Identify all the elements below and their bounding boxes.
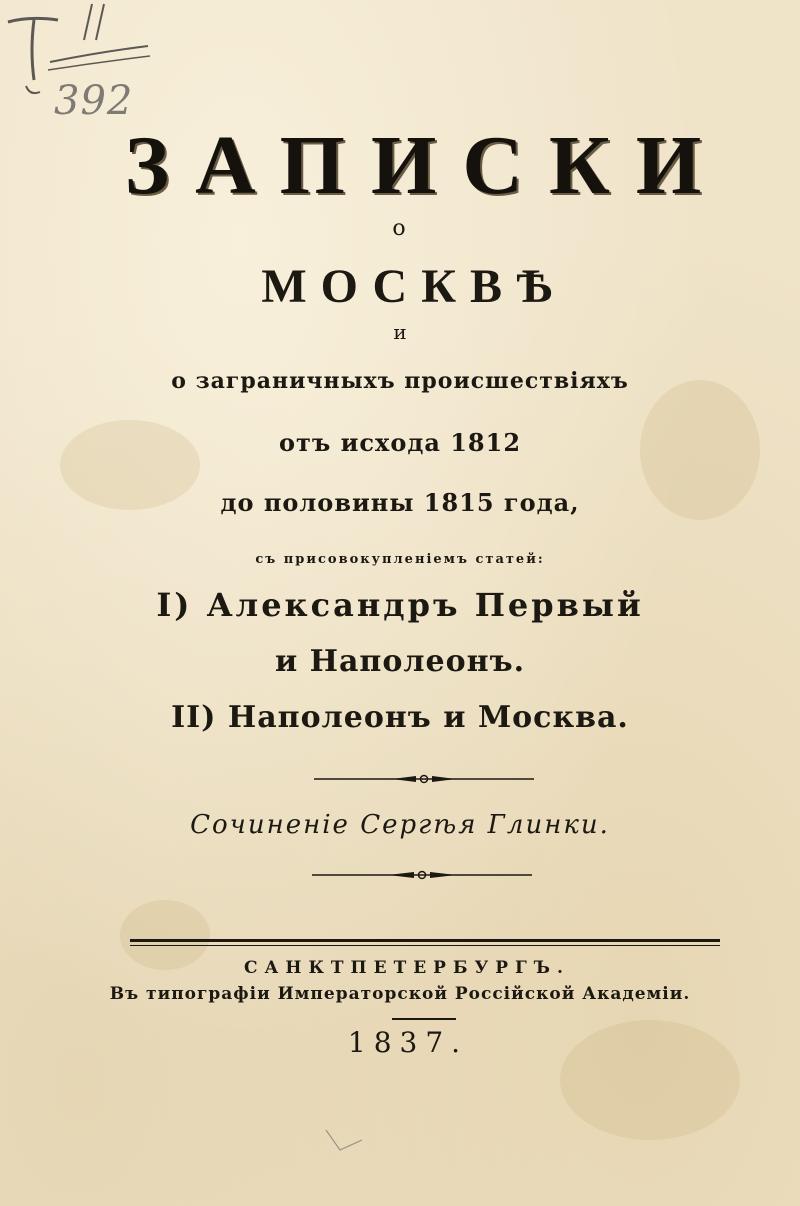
pencil-mark — [322, 1126, 372, 1156]
ornamental-divider — [314, 772, 534, 786]
imprint-city: САНКТПЕТЕРБУРГЪ. — [244, 958, 570, 978]
subtitle-foreign-events: о заграничныхъ происшествiяхъ — [171, 368, 629, 394]
article-1-line-1: I) Александръ Первый — [156, 586, 644, 624]
ornamental-divider — [312, 868, 532, 882]
year-rule — [392, 1018, 456, 1020]
subtitle-to-1815: до половины 1815 года, — [220, 488, 580, 517]
title-moscow: МОСКВѢ — [261, 260, 567, 313]
article-2: II) Наполеонъ и Москва. — [171, 700, 629, 735]
title-conjunction: и — [393, 320, 407, 344]
author-line: Сочиненiе Сергѣя Глинки. — [190, 810, 610, 840]
subtitle-from-1812: отъ исхода 1812 — [278, 428, 522, 457]
book-title: ЗАПИСКИ — [124, 119, 728, 212]
rule-thick — [130, 939, 720, 942]
rule-thin — [130, 945, 720, 946]
appended-articles-label: съ присовокупленiемъ статей: — [255, 552, 545, 567]
imprint-year: 1837. — [347, 1026, 469, 1059]
handwritten-shelfmark-number: 392 — [54, 78, 134, 124]
imprint-press: Въ типографiи Императорской Россiйской Академiи. — [109, 984, 691, 1004]
title-preposition: о — [392, 216, 408, 241]
article-1-line-2: и Наполеонъ. — [274, 644, 526, 679]
